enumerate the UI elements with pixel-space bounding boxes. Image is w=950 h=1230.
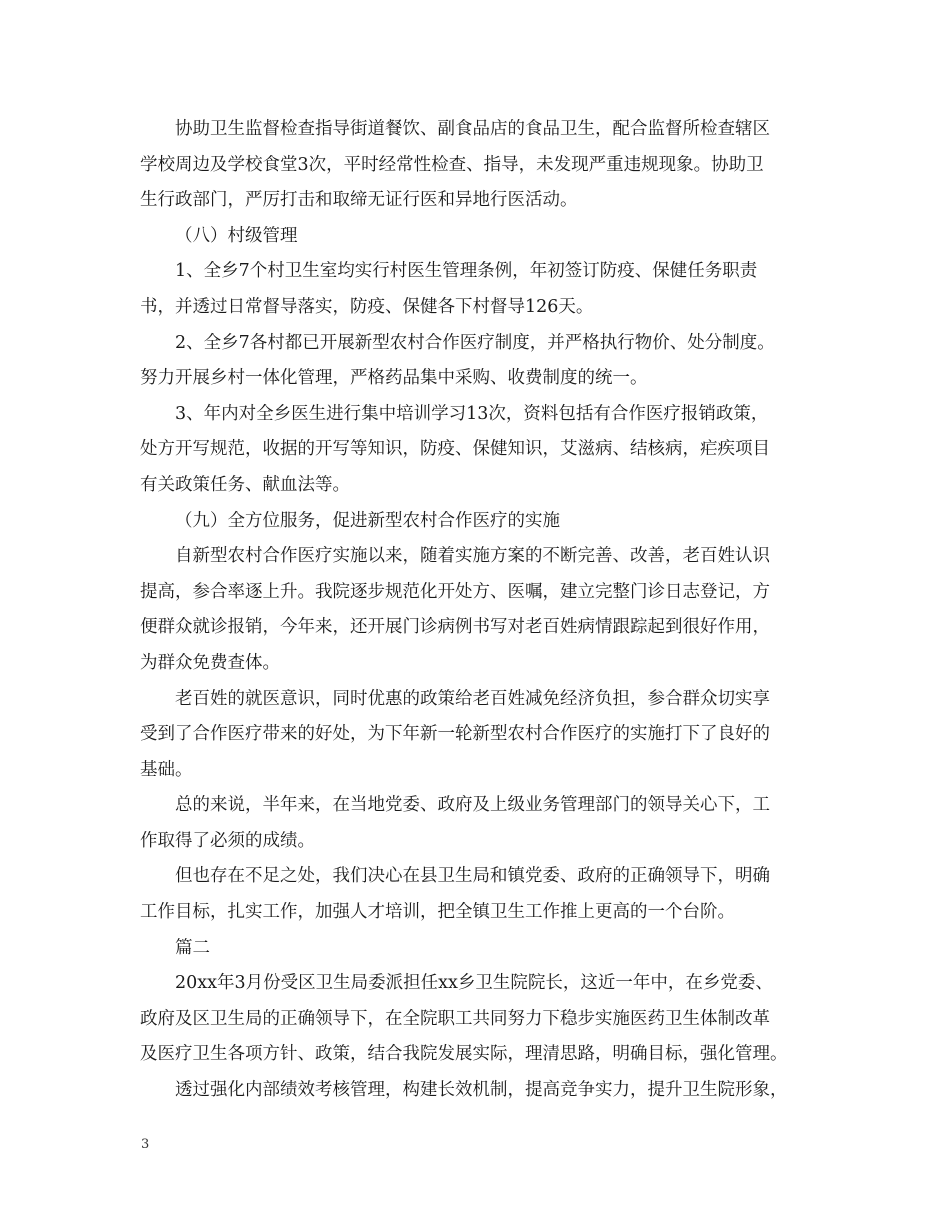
- paragraph-line: 为群众免费查体。: [140, 652, 280, 673]
- paragraph-line: 努力开展乡村一体化管理，严格药品集中采购、收费制度的统一。: [140, 368, 648, 389]
- section-heading: （九）全方位服务，促进新型农村合作医疗的实施: [175, 510, 560, 531]
- paragraph-line: 作取得了必须的成绩。: [140, 830, 315, 851]
- document-body: [140, 112, 828, 1109]
- paragraph-line: 便群众就诊报销，今年来，还开展门诊病例书写对老百姓病情跟踪起到很好作用，: [140, 617, 770, 638]
- section-heading: 篇二: [175, 937, 210, 958]
- paragraph-line: 基础。: [140, 759, 193, 780]
- paragraph-line: 受到了合作医疗带来的好处，为下年新一轮新型农村合作医疗的实施打下了良好的: [140, 724, 770, 745]
- paragraph-line: 有关政策任务、献血法等。: [140, 474, 350, 495]
- paragraph-line: 生行政部门，严厉打击和取缔无证行医和异地行医活动。: [140, 190, 578, 211]
- paragraph-line: 3、年内对全乡医生进行集中培训学习13次，资料包括有合作医疗报销政策，: [175, 403, 769, 424]
- paragraph-line: 老百姓的就医意识，同时优惠的政策给老百姓减免经济负担，参合群众切实享: [175, 688, 770, 709]
- paragraph-line: 自新型农村合作医疗实施以来，随着实施方案的不断完善、改善，老百姓认识: [175, 546, 770, 567]
- paragraph-line: 协助卫生监督检查指导街道餐饮、副食品店的食品卫生，配合监督所检查辖区: [175, 119, 770, 139]
- paragraph-line: 学校周边及学校食堂3次，平时经常性检查、指导，未发现严重违规现象。协助卫: [140, 154, 764, 175]
- paragraph-line: 提高，参合率逐上升。我院逐步规范化开处方、医嘱，建立完整门诊日志登记，方: [140, 581, 770, 602]
- section-heading: （八）村级管理: [175, 225, 298, 246]
- paragraph-line: 但也存在不足之处，我们决心在县卫生局和镇党委、政府的正确领导下，明确: [175, 866, 770, 887]
- paragraph-line: 透过强化内部绩效考核管理，构建长效机制，提高竞争实力，提升卫生院形象，: [175, 1080, 788, 1101]
- paragraph-line: 政府及区卫生局的正确领导下，在全院职工共同努力下稳步实施医药卫生体制改革: [140, 1008, 770, 1029]
- paragraph-line: 2、全乡7各村都已开展新型农村合作医疗制度，并严格执行物价、处分制度。: [175, 332, 775, 353]
- paragraph-line: 1、全乡7个村卫生室均实行村医生管理条例，年初签订防疫、保健任务职责: [175, 261, 758, 282]
- paragraph-line: 书，并透过日常督导落实，防疫、保健各下村督导126天。: [140, 296, 594, 317]
- paragraph-line: 20xx年3月份受区卫生局委派担任xx乡卫生院院长，这近一年中，在乡党委、: [175, 973, 773, 994]
- page-number: 3: [141, 1137, 150, 1152]
- paragraph-line: 处方开写规范，收据的开写等知识，防疫、保健知识，艾滋病、结核病，疟疾项目: [140, 439, 770, 460]
- paragraph-line: 及医疗卫生各项方针、政策，结合我院发展实际，理清思路，明确目标，强化管理。: [140, 1044, 788, 1065]
- paragraph-line: 工作目标，扎实工作，加强人才培训，把全镇卫生工作推上更高的一个台阶。: [140, 902, 735, 923]
- paragraph-line: 总的来说，半年来，在当地党委、政府及上级业务管理部门的领导关心下，工: [175, 795, 770, 816]
